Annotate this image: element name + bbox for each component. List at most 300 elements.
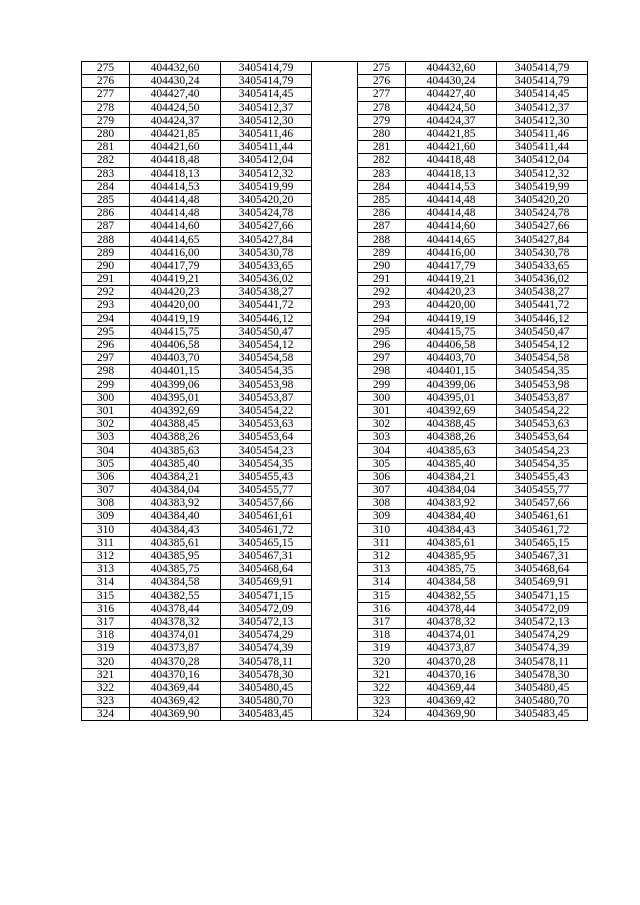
left-y-coordinate-cell: 3405455,77 [221, 484, 312, 497]
table-row [82, 431, 588, 444]
left-x-coordinate-cell: 404385,95 [130, 549, 221, 562]
left-y-coordinate-cell: 3405419,99 [221, 180, 312, 193]
right-point-number-cell: 299 [358, 378, 406, 391]
right-x-coordinate-cell: 404369,90 [406, 708, 497, 721]
left-point-number-cell: 280 [82, 127, 130, 140]
left-x-coordinate-cell: 404382,55 [130, 589, 221, 602]
left-point-number-cell: 286 [82, 207, 130, 220]
right-point-number-cell: 276 [358, 75, 406, 88]
right-point-number-cell: 291 [358, 273, 406, 286]
left-point-number-cell: 296 [82, 338, 130, 351]
right-y-coordinate-cell: 3405427,84 [497, 233, 588, 246]
column-gap-cell [312, 457, 358, 470]
right-y-coordinate-cell: 3405438,27 [497, 286, 588, 299]
table-row [82, 286, 588, 299]
right-x-coordinate-cell: 404416,00 [406, 246, 497, 259]
coordinate-table [81, 61, 588, 721]
right-y-coordinate-cell: 3405414,45 [497, 88, 588, 101]
right-x-coordinate-cell: 404414,48 [406, 207, 497, 220]
table-row [82, 629, 588, 642]
table-row [82, 101, 588, 114]
right-point-number-cell: 301 [358, 404, 406, 417]
right-point-number-cell: 293 [358, 299, 406, 312]
left-point-number-cell: 321 [82, 668, 130, 681]
right-point-number-cell: 304 [358, 444, 406, 457]
right-y-coordinate-cell: 3405469,91 [497, 576, 588, 589]
column-gap-cell [312, 233, 358, 246]
column-gap-cell [312, 101, 358, 114]
left-y-coordinate-cell: 3405441,72 [221, 299, 312, 312]
column-gap-cell [312, 602, 358, 615]
right-y-coordinate-cell: 3405411,44 [497, 141, 588, 154]
left-y-coordinate-cell: 3405472,09 [221, 602, 312, 615]
left-point-number-cell: 277 [82, 88, 130, 101]
right-x-coordinate-cell: 404384,40 [406, 510, 497, 523]
right-x-coordinate-cell: 404421,85 [406, 127, 497, 140]
right-y-coordinate-cell: 3405480,45 [497, 681, 588, 694]
left-y-coordinate-cell: 3405461,61 [221, 510, 312, 523]
left-y-coordinate-cell: 3405454,35 [221, 457, 312, 470]
right-point-number-cell: 277 [358, 88, 406, 101]
right-x-coordinate-cell: 404414,53 [406, 180, 497, 193]
left-x-coordinate-cell: 404421,85 [130, 127, 221, 140]
column-gap-cell [312, 273, 358, 286]
right-y-coordinate-cell: 3405454,23 [497, 444, 588, 457]
column-gap-cell [312, 497, 358, 510]
table-row [82, 62, 588, 75]
right-point-number-cell: 307 [358, 484, 406, 497]
table-row [82, 88, 588, 101]
right-x-coordinate-cell: 404388,26 [406, 431, 497, 444]
column-gap-cell [312, 299, 358, 312]
left-y-coordinate-cell: 3405468,64 [221, 563, 312, 576]
right-x-coordinate-cell: 404424,37 [406, 114, 497, 127]
right-y-coordinate-cell: 3405446,12 [497, 312, 588, 325]
table-row [82, 180, 588, 193]
column-gap-cell [312, 629, 358, 642]
right-y-coordinate-cell: 3405454,35 [497, 457, 588, 470]
right-x-coordinate-cell: 404385,63 [406, 444, 497, 457]
left-x-coordinate-cell: 404401,15 [130, 365, 221, 378]
left-y-coordinate-cell: 3405454,35 [221, 365, 312, 378]
right-y-coordinate-cell: 3405457,66 [497, 497, 588, 510]
right-y-coordinate-cell: 3405412,30 [497, 114, 588, 127]
left-x-coordinate-cell: 404385,40 [130, 457, 221, 470]
left-x-coordinate-cell: 404417,79 [130, 259, 221, 272]
column-gap-cell [312, 536, 358, 549]
left-point-number-cell: 315 [82, 589, 130, 602]
left-y-coordinate-cell: 3405454,22 [221, 404, 312, 417]
left-point-number-cell: 290 [82, 259, 130, 272]
right-y-coordinate-cell: 3405453,87 [497, 391, 588, 404]
left-point-number-cell: 319 [82, 642, 130, 655]
column-gap-cell [312, 180, 358, 193]
left-point-number-cell: 304 [82, 444, 130, 457]
right-y-coordinate-cell: 3405412,04 [497, 154, 588, 167]
left-x-coordinate-cell: 404420,00 [130, 299, 221, 312]
table-row [82, 75, 588, 88]
table-row [82, 352, 588, 365]
left-x-coordinate-cell: 404415,75 [130, 325, 221, 338]
column-gap-cell [312, 523, 358, 536]
left-x-coordinate-cell: 404378,44 [130, 602, 221, 615]
left-y-coordinate-cell: 3405472,13 [221, 615, 312, 628]
column-gap-cell [312, 378, 358, 391]
right-x-coordinate-cell: 404432,60 [406, 62, 497, 75]
left-x-coordinate-cell: 404414,60 [130, 220, 221, 233]
right-y-coordinate-cell: 3405474,39 [497, 642, 588, 655]
left-point-number-cell: 281 [82, 141, 130, 154]
left-y-coordinate-cell: 3405474,29 [221, 629, 312, 642]
left-point-number-cell: 303 [82, 431, 130, 444]
right-x-coordinate-cell: 404420,00 [406, 299, 497, 312]
right-point-number-cell: 287 [358, 220, 406, 233]
right-point-number-cell: 303 [358, 431, 406, 444]
right-y-coordinate-cell: 3405433,65 [497, 259, 588, 272]
left-point-number-cell: 316 [82, 602, 130, 615]
left-point-number-cell: 287 [82, 220, 130, 233]
column-gap-cell [312, 338, 358, 351]
column-gap-cell [312, 708, 358, 721]
left-y-coordinate-cell: 3405436,02 [221, 273, 312, 286]
right-point-number-cell: 296 [358, 338, 406, 351]
right-point-number-cell: 318 [358, 629, 406, 642]
left-point-number-cell: 306 [82, 470, 130, 483]
column-gap-cell [312, 62, 358, 75]
left-point-number-cell: 301 [82, 404, 130, 417]
right-x-coordinate-cell: 404420,23 [406, 286, 497, 299]
column-gap-cell [312, 642, 358, 655]
left-point-number-cell: 284 [82, 180, 130, 193]
table-row [82, 457, 588, 470]
left-point-number-cell: 314 [82, 576, 130, 589]
left-x-coordinate-cell: 404374,01 [130, 629, 221, 642]
table-row [82, 444, 588, 457]
right-point-number-cell: 322 [358, 681, 406, 694]
left-point-number-cell: 300 [82, 391, 130, 404]
column-gap-cell [312, 259, 358, 272]
table-row [82, 365, 588, 378]
left-x-coordinate-cell: 404395,01 [130, 391, 221, 404]
left-point-number-cell: 302 [82, 418, 130, 431]
right-y-coordinate-cell: 3405420,20 [497, 193, 588, 206]
table-row [82, 510, 588, 523]
left-x-coordinate-cell: 404414,48 [130, 193, 221, 206]
left-x-coordinate-cell: 404369,44 [130, 681, 221, 694]
left-x-coordinate-cell: 404432,60 [130, 62, 221, 75]
table-row [82, 246, 588, 259]
left-x-coordinate-cell: 404424,37 [130, 114, 221, 127]
left-point-number-cell: 324 [82, 708, 130, 721]
table-row [82, 404, 588, 417]
column-gap-cell [312, 246, 358, 259]
table-row [82, 312, 588, 325]
left-y-coordinate-cell: 3405433,65 [221, 259, 312, 272]
left-y-coordinate-cell: 3405414,45 [221, 88, 312, 101]
column-gap-cell [312, 325, 358, 338]
left-x-coordinate-cell: 404369,42 [130, 695, 221, 708]
column-gap-cell [312, 154, 358, 167]
right-y-coordinate-cell: 3405453,64 [497, 431, 588, 444]
right-x-coordinate-cell: 404369,42 [406, 695, 497, 708]
left-point-number-cell: 299 [82, 378, 130, 391]
right-y-coordinate-cell: 3405424,78 [497, 207, 588, 220]
column-gap-cell [312, 549, 358, 562]
left-point-number-cell: 305 [82, 457, 130, 470]
column-gap-cell [312, 207, 358, 220]
table-row [82, 536, 588, 549]
column-gap-cell [312, 141, 358, 154]
right-y-coordinate-cell: 3405461,72 [497, 523, 588, 536]
column-gap-cell [312, 418, 358, 431]
right-y-coordinate-cell: 3405436,02 [497, 273, 588, 286]
column-gap-cell [312, 167, 358, 180]
left-y-coordinate-cell: 3405414,79 [221, 62, 312, 75]
table-row [82, 681, 588, 694]
right-x-coordinate-cell: 404418,48 [406, 154, 497, 167]
right-point-number-cell: 294 [358, 312, 406, 325]
table-row [82, 220, 588, 233]
left-x-coordinate-cell: 404414,53 [130, 180, 221, 193]
right-x-coordinate-cell: 404385,40 [406, 457, 497, 470]
left-point-number-cell: 279 [82, 114, 130, 127]
left-point-number-cell: 278 [82, 101, 130, 114]
table-row [82, 391, 588, 404]
left-point-number-cell: 293 [82, 299, 130, 312]
left-point-number-cell: 294 [82, 312, 130, 325]
table-row [82, 589, 588, 602]
right-point-number-cell: 321 [358, 668, 406, 681]
table-row [82, 273, 588, 286]
right-x-coordinate-cell: 404384,58 [406, 576, 497, 589]
right-x-coordinate-cell: 404399,06 [406, 378, 497, 391]
left-y-coordinate-cell: 3405454,23 [221, 444, 312, 457]
column-gap-cell [312, 510, 358, 523]
left-y-coordinate-cell: 3405467,31 [221, 549, 312, 562]
table-row [82, 668, 588, 681]
right-x-coordinate-cell: 404388,45 [406, 418, 497, 431]
left-y-coordinate-cell: 3405465,15 [221, 536, 312, 549]
right-y-coordinate-cell: 3405461,61 [497, 510, 588, 523]
right-point-number-cell: 275 [358, 62, 406, 75]
right-y-coordinate-cell: 3405465,15 [497, 536, 588, 549]
column-gap-cell [312, 114, 358, 127]
left-y-coordinate-cell: 3405453,63 [221, 418, 312, 431]
table-row [82, 695, 588, 708]
left-y-coordinate-cell: 3405450,47 [221, 325, 312, 338]
right-x-coordinate-cell: 404382,55 [406, 589, 497, 602]
right-point-number-cell: 320 [358, 655, 406, 668]
right-x-coordinate-cell: 404384,43 [406, 523, 497, 536]
right-y-coordinate-cell: 3405419,99 [497, 180, 588, 193]
left-y-coordinate-cell: 3405420,20 [221, 193, 312, 206]
right-point-number-cell: 317 [358, 615, 406, 628]
column-gap-cell [312, 681, 358, 694]
left-y-coordinate-cell: 3405454,12 [221, 338, 312, 351]
right-point-number-cell: 280 [358, 127, 406, 140]
table-row [82, 655, 588, 668]
table-row [82, 708, 588, 721]
left-x-coordinate-cell: 404384,40 [130, 510, 221, 523]
left-point-number-cell: 313 [82, 563, 130, 576]
left-x-coordinate-cell: 404378,32 [130, 615, 221, 628]
right-point-number-cell: 285 [358, 193, 406, 206]
left-x-coordinate-cell: 404424,50 [130, 101, 221, 114]
right-y-coordinate-cell: 3405478,11 [497, 655, 588, 668]
column-gap-cell [312, 404, 358, 417]
left-x-coordinate-cell: 404385,75 [130, 563, 221, 576]
table-row [82, 141, 588, 154]
left-point-number-cell: 312 [82, 549, 130, 562]
right-y-coordinate-cell: 3405412,32 [497, 167, 588, 180]
left-x-coordinate-cell: 404373,87 [130, 642, 221, 655]
right-y-coordinate-cell: 3405468,64 [497, 563, 588, 576]
left-x-coordinate-cell: 404427,40 [130, 88, 221, 101]
right-point-number-cell: 310 [358, 523, 406, 536]
right-x-coordinate-cell: 404378,32 [406, 615, 497, 628]
right-y-coordinate-cell: 3405453,63 [497, 418, 588, 431]
left-x-coordinate-cell: 404388,26 [130, 431, 221, 444]
right-point-number-cell: 323 [358, 695, 406, 708]
right-point-number-cell: 286 [358, 207, 406, 220]
column-gap-cell [312, 127, 358, 140]
left-point-number-cell: 292 [82, 286, 130, 299]
table-row [82, 259, 588, 272]
left-point-number-cell: 295 [82, 325, 130, 338]
left-x-coordinate-cell: 404370,16 [130, 668, 221, 681]
right-point-number-cell: 278 [358, 101, 406, 114]
column-gap-cell [312, 668, 358, 681]
left-y-coordinate-cell: 3405461,72 [221, 523, 312, 536]
left-point-number-cell: 308 [82, 497, 130, 510]
right-x-coordinate-cell: 404418,13 [406, 167, 497, 180]
right-x-coordinate-cell: 404395,01 [406, 391, 497, 404]
left-x-coordinate-cell: 404419,19 [130, 312, 221, 325]
right-point-number-cell: 313 [358, 563, 406, 576]
right-point-number-cell: 319 [358, 642, 406, 655]
right-y-coordinate-cell: 3405454,22 [497, 404, 588, 417]
right-x-coordinate-cell: 404385,75 [406, 563, 497, 576]
right-point-number-cell: 315 [358, 589, 406, 602]
left-x-coordinate-cell: 404418,13 [130, 167, 221, 180]
table-row [82, 325, 588, 338]
table-row [82, 602, 588, 615]
right-x-coordinate-cell: 404370,16 [406, 668, 497, 681]
left-y-coordinate-cell: 3405478,30 [221, 668, 312, 681]
right-y-coordinate-cell: 3405411,46 [497, 127, 588, 140]
column-gap-cell [312, 88, 358, 101]
table-row [82, 497, 588, 510]
right-point-number-cell: 290 [358, 259, 406, 272]
right-point-number-cell: 297 [358, 352, 406, 365]
left-y-coordinate-cell: 3405412,30 [221, 114, 312, 127]
table-row [82, 549, 588, 562]
right-y-coordinate-cell: 3405474,29 [497, 629, 588, 642]
right-y-coordinate-cell: 3405414,79 [497, 62, 588, 75]
table-row [82, 418, 588, 431]
table-row [82, 563, 588, 576]
right-x-coordinate-cell: 404424,50 [406, 101, 497, 114]
right-point-number-cell: 298 [358, 365, 406, 378]
table-row [82, 233, 588, 246]
left-point-number-cell: 307 [82, 484, 130, 497]
column-gap-cell [312, 391, 358, 404]
right-y-coordinate-cell: 3405455,43 [497, 470, 588, 483]
column-gap-cell [312, 365, 358, 378]
right-y-coordinate-cell: 3405467,31 [497, 549, 588, 562]
right-point-number-cell: 302 [358, 418, 406, 431]
right-y-coordinate-cell: 3405471,15 [497, 589, 588, 602]
left-x-coordinate-cell: 404385,61 [130, 536, 221, 549]
left-y-coordinate-cell: 3405453,98 [221, 378, 312, 391]
left-y-coordinate-cell: 3405412,37 [221, 101, 312, 114]
column-gap-cell [312, 444, 358, 457]
right-y-coordinate-cell: 3405472,09 [497, 602, 588, 615]
right-x-coordinate-cell: 404385,61 [406, 536, 497, 549]
table-row [82, 338, 588, 351]
right-x-coordinate-cell: 404414,65 [406, 233, 497, 246]
left-x-coordinate-cell: 404399,06 [130, 378, 221, 391]
left-y-coordinate-cell: 3405427,84 [221, 233, 312, 246]
right-x-coordinate-cell: 404370,28 [406, 655, 497, 668]
left-point-number-cell: 309 [82, 510, 130, 523]
left-x-coordinate-cell: 404392,69 [130, 404, 221, 417]
table-row [82, 523, 588, 536]
column-gap-cell [312, 431, 358, 444]
left-point-number-cell: 322 [82, 681, 130, 694]
left-x-coordinate-cell: 404384,58 [130, 576, 221, 589]
column-gap-cell [312, 312, 358, 325]
right-y-coordinate-cell: 3405472,13 [497, 615, 588, 628]
left-point-number-cell: 297 [82, 352, 130, 365]
left-x-coordinate-cell: 404385,63 [130, 444, 221, 457]
right-point-number-cell: 324 [358, 708, 406, 721]
left-x-coordinate-cell: 404384,04 [130, 484, 221, 497]
right-point-number-cell: 316 [358, 602, 406, 615]
left-x-coordinate-cell: 404369,90 [130, 708, 221, 721]
right-y-coordinate-cell: 3405454,58 [497, 352, 588, 365]
right-x-coordinate-cell: 404414,60 [406, 220, 497, 233]
left-x-coordinate-cell: 404388,45 [130, 418, 221, 431]
table-row [82, 615, 588, 628]
column-gap-cell [312, 75, 358, 88]
right-point-number-cell: 295 [358, 325, 406, 338]
right-y-coordinate-cell: 3405483,45 [497, 708, 588, 721]
column-gap-cell [312, 470, 358, 483]
right-y-coordinate-cell: 3405455,77 [497, 484, 588, 497]
left-x-coordinate-cell: 404384,43 [130, 523, 221, 536]
right-x-coordinate-cell: 404374,01 [406, 629, 497, 642]
left-x-coordinate-cell: 404416,00 [130, 246, 221, 259]
column-gap-cell [312, 563, 358, 576]
table-row [82, 378, 588, 391]
left-point-number-cell: 311 [82, 536, 130, 549]
right-point-number-cell: 312 [358, 549, 406, 562]
table-row [82, 207, 588, 220]
left-x-coordinate-cell: 404419,21 [130, 273, 221, 286]
left-y-coordinate-cell: 3405412,04 [221, 154, 312, 167]
right-x-coordinate-cell: 404378,44 [406, 602, 497, 615]
left-y-coordinate-cell: 3405411,46 [221, 127, 312, 140]
right-y-coordinate-cell: 3405453,98 [497, 378, 588, 391]
left-x-coordinate-cell: 404430,24 [130, 75, 221, 88]
coordinate-sheet [81, 61, 588, 721]
left-point-number-cell: 318 [82, 629, 130, 642]
right-x-coordinate-cell: 404421,60 [406, 141, 497, 154]
coordinate-table-body [82, 62, 588, 721]
column-gap-cell [312, 484, 358, 497]
right-x-coordinate-cell: 404383,92 [406, 497, 497, 510]
